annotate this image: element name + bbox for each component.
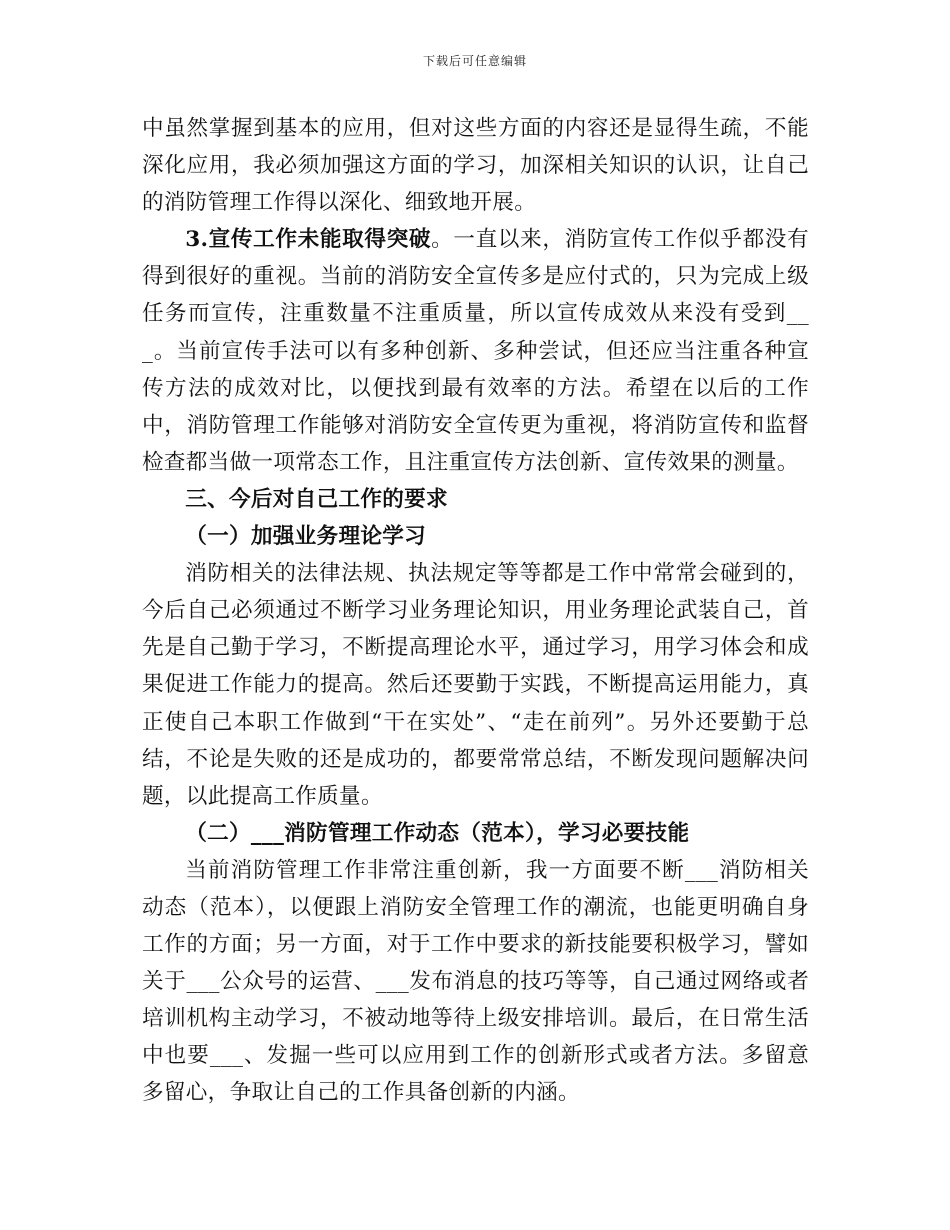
paragraph-publicity (142, 221, 809, 481)
section-heading-requirements: 三、今后对自己工作的要求 (185, 486, 448, 512)
paragraph-theory: 消防相关的法律法规、执法规定等等都是工作中常常会碰到的，今后自己必须通过不断学习业务理论知识，用业务理论武装自己，首先是自己勤于学习，不断提高理论水平，通过学习，用学习体会和成果促进工作能力的提高。然后还要勤于实践，不断提高运用能力，真正使自己本职工作做到“干在实处”、“走在前列”。另外还要勤于总结，不论是失败的还是成功的，都要常常总结，不断发现问题解决问题，以此提高工作质量。 (142, 561, 809, 809)
paragraph-continuation: 中虽然掌握到基本的应用，但对这些方面的内容还是显得生疏，不能深化应用，我必须加强这方面的学习，加深相关知识的认识，让自己的消防管理工作得以深化、细致地开展。 (142, 116, 809, 216)
paragraph-skills: 当前消防管理工作非常注重创新，我一方面要不断___消防相关动态（范本），以便跟上消防安全管理工作的潮流，也能更明确自身工作的方面；另一方面，对于工作中要求的新技能要积极学习，譬如关于___公众号的运营、___发布消息的技巧等等，自己通过网络或者培训机构主动学习，不被动地等待上级安排培训。最后，在日常生活中也要___、发掘一些可以应用到工作的创新形式或者方法。多留意多留心，争取让自己的工作具备创新的内涵。 (142, 857, 809, 1106)
subsection-heading-theory: （一）加强业务理论学习 (185, 524, 427, 550)
subsection-heading-skills: （二）___消防管理工作动态（范本），学习必要技能 (185, 820, 690, 846)
document-body (142, 110, 809, 1112)
paragraph-lead-heading: 3.宣传工作未能取得突破 (185, 227, 432, 253)
paragraph-publicity-text: 。一直以来，消防宣传工作似乎都没有得到很好的重视。当前的消防安全宣传多是应付式的，只为完成上级任务而宣传，注重数量不注重质量，所以宣传成效从来没有受到___。当前宣传手法可以有多种创新、多种尝试，但还应当注重各种宣传方法的成效对比，以便找到最有效率的方法。希望在以后的工作中，消防管理工作能够对消防安全宣传更为重视，将消防宣传和监督检查都当做一项常态工作，且注重宣传方法创新、宣传效果的测量。 (142, 227, 809, 475)
page-header: 下载后可任意编辑 (422, 54, 527, 68)
